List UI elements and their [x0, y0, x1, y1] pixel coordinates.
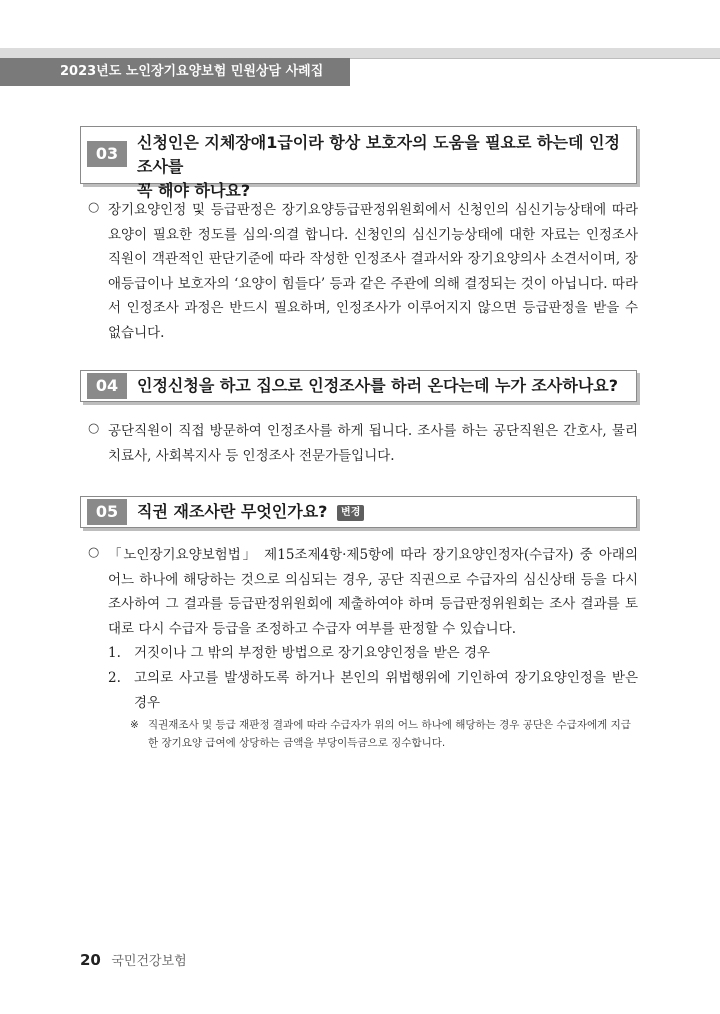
question-box-04 — [80, 370, 637, 402]
note-text: 직권재조사 및 등급 재판정 결과에 따라 수급자가 위의 어느 하나에 해당하는 경우 공단은 수급자에게 지급한 장기요양 급여에 상당하는 금액을 부당이득금으로 징수합니다. — [148, 719, 631, 749]
question-number: 03 — [87, 141, 127, 167]
answer-text-04: 공단직원이 직접 방문하여 인정조사를 하게 됩니다. 조사를 하는 공단직원은 간호사, 물리치료사, 사회복지사 등 인정조사 전문가들입니다. — [108, 423, 638, 464]
question-line-1: 직권 재조사란 무엇인가요? — [137, 502, 328, 521]
question-text — [137, 131, 624, 203]
question-text — [137, 500, 624, 524]
question-box-03 — [80, 126, 637, 200]
list-text: 고의로 사고를 발생하도록 하거나 본인의 위법행위에 기인하여 장기요양인정을 받은 경우 — [134, 670, 638, 711]
question-number: 05 — [87, 499, 127, 525]
list-number: 2. — [108, 670, 121, 686]
question-text: 인정신청을 하고 집으로 인정조사를 하러 온다는데 누가 조사하나요? — [137, 376, 619, 395]
changed-badge: 변경 — [337, 505, 364, 521]
list-number: 1. — [108, 645, 121, 661]
question-number: 04 — [87, 373, 127, 399]
list-text: 거짓이나 그 밖의 부정한 방법으로 장기요양인정을 받은 경우 — [134, 645, 491, 661]
answer-text-05: 「노인장기요양보험법」 제15조제4항·제5항에 따라 장기요양인정자(수급자) 중 아래의 어느 하나에 해당하는 것으로 의심되는 경우, 공단 직권으로 수급자의 심신상태 등을 다시 조사하여 그 결과를 등급판정위원회에 제출하여야 하며 등급판정위원회는 조사 결과를 토대로 다시 수급자 등급을 조정하고 수급자 여부를 판정할 수 있습니다. — [108, 547, 638, 637]
question-box-05 — [80, 496, 637, 528]
bullet-icon: ○ — [88, 421, 100, 436]
header-top-band — [0, 48, 720, 58]
page-footer — [80, 950, 187, 969]
note-mark: ※ — [130, 719, 139, 731]
page-number: 20 — [80, 951, 101, 969]
bullet-icon: ○ — [88, 545, 100, 560]
header-title: 2023년도 노인장기요양보험 민원상담 사례집 — [60, 64, 324, 79]
list-item — [108, 666, 638, 716]
list-item — [108, 641, 638, 665]
publisher-name: 국민건강보험 — [111, 954, 187, 969]
answer-text-03: 장기요양인정 및 등급판정은 장기요양등급판정위원회에서 신청인의 심신기능상태에 따라 요양이 필요한 정도를 심의·의결 합니다. 신청인의 심신기능상태에 대한 자료는 인정조사 직원이 객관적인 판단기준에 따라 작성한 인정조사 결과서와 장기요양의사 소견서이며, 장애등급이나 보호자의 ‘요양이 힘들다’ 등과 같은 주관에 의해 결정되는 것이 아닙니다. 따라서 인정조사 과정은 반드시 필요하며, 인정조사가 이루어지지 않으면 등급판정을 받을 수 없습니다. — [108, 202, 638, 341]
header-rule — [350, 58, 720, 59]
bullet-icon: ○ — [88, 200, 100, 215]
question-line-1: 신청인은 지체장애1급이라 항상 보호자의 도움을 필요로 하는데 인정조사를 — [137, 133, 620, 176]
question-line-2: 꼭 해야 하나요? — [137, 181, 251, 200]
